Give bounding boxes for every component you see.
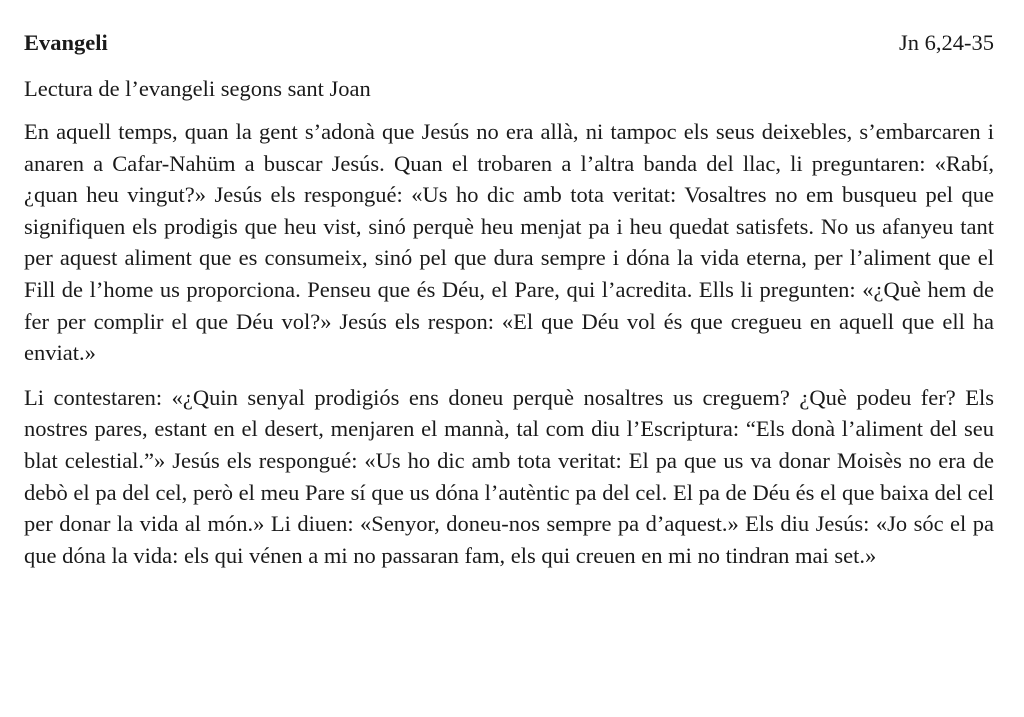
gospel-paragraph-1: En aquell temps, quan la gent s’adonà que Jesús no era allà, ni tampoc els seus deixebles, s’embarcaren i anaren a Cafar-Nahüm a buscar Jesús. Quan el trobaren a l’altra banda del llac, li preguntaren: «Rabí, ¿quan heu vingut?» Jesús els respongué: «Us ho dic amb tota veritat: Vosaltres no em busqueu pel que signifiquen els prodigis que heu vist, sinó perquè heu menjat pa i heu quedat satisfets. No us afanyeu tant per aquest aliment que es consumeix, sinó pel que dura sempre i dóna la vida eterna, per l’aliment que el Fill de l’home us proporciona. Penseu que és Déu, el Pare, qui l’acredita. Ells li pregunten: «¿Què hem de fer per complir el que Déu vol?» Jesús els respon: «El que Déu vol és que cregueu en aquell que ell ha enviat.»: [24, 119, 994, 366]
scripture-reference: Jn 6,24-35: [899, 30, 994, 55]
reading-header: [24, 28, 994, 58]
reading-subtitle: Lectura de l’evangeli segons sant Joan: [24, 76, 371, 101]
reading-title: Evangeli: [24, 30, 108, 55]
gospel-paragraph-2: Li contestaren: «¿Quin senyal prodigiós ens doneu perquè nosaltres us creguem? ¿Què podeu fer? Els nostres pares, estant en el desert, menjaren el mannà, tal com diu l’Escriptura: “Els donà l’aliment del seu blat celestial.”» Jesús els respongué: «Us ho dic amb tota veritat: El pa que us va donar Moisès no era de debò el pa del cel, però el meu Pare sí que us dóna l’autèntic pa del cel. El pa de Déu és el que baixa del cel per donar la vida al món.» Li diuen: «Senyor, doneu-nos sempre pa d’aquest.» Els diu Jesús: «Jo sóc el pa que dóna la vida: els qui vénen a mi no passaran fam, els qui creuen en mi no tindran mai set.»: [24, 384, 994, 568]
